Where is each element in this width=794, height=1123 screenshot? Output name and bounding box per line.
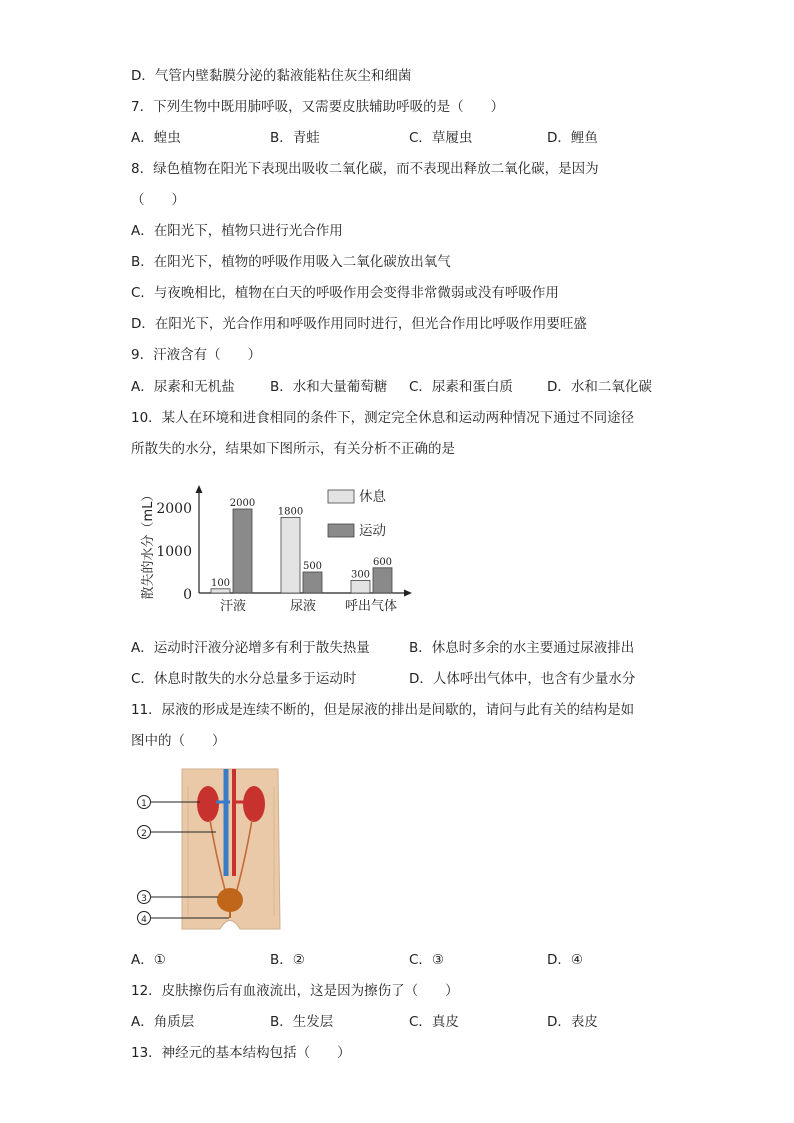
bar-rest-2 (351, 580, 370, 593)
left-kidney (197, 786, 219, 822)
urinary-system-figure (130, 766, 290, 934)
q12-option-c[interactable]: C．真皮 (409, 1014, 459, 1030)
data-label-rest-0: 100 (210, 577, 231, 589)
q8-option-c[interactable]: C．与夜晚相比，植物在白天的呼吸作用会变得非常微弱或没有呼吸作用 (131, 285, 559, 301)
q7-option-b[interactable]: B．青蛙 (270, 130, 320, 146)
question-8-bracket: （ ） (131, 192, 185, 208)
marker-1: 1 (141, 799, 147, 809)
q8-option-b[interactable]: B．在阳光下，植物的呼吸作用吸入二氧化碳放出氧气 (131, 254, 451, 270)
q11-option-a[interactable]: A．① (131, 952, 166, 968)
q12-option-b[interactable]: B．生发层 (270, 1014, 334, 1030)
question-13: 13．神经元的基本结构包括（ ） (131, 1045, 351, 1061)
legend-swatch-exercise (328, 524, 354, 537)
q7-option-c[interactable]: C．草履虫 (409, 130, 473, 146)
q10-option-b[interactable]: B．休息时多余的水主要通过尿液排出 (409, 640, 635, 656)
q8-option-a[interactable]: A．在阳光下，植物只进行光合作用 (131, 223, 343, 239)
q9-option-b[interactable]: B．水和大量葡萄糖 (270, 379, 388, 395)
chart-ylabel: 散失的水分（mL） (141, 488, 156, 600)
q6-option-d: D．气管内壁黏膜分泌的黏液能粘住灰尘和细菌 (131, 68, 412, 84)
marker-4: 4 (141, 915, 147, 925)
ytick-0: 0 (183, 587, 192, 603)
q9-option-d[interactable]: D．水和二氧化碳 (547, 379, 652, 395)
question-11: 11．尿液的形成是连续不断的，但是尿液的排出是间歇的，请问与此有关的结构是如 (131, 702, 635, 718)
question-10: 10．某人在环境和进食相同的条件下，测定完全休息和运动两种情况下通过不同途径 (131, 410, 635, 426)
category-label-sweat: 汗液 (219, 599, 247, 614)
marker-2: 2 (141, 829, 147, 839)
question-9: 9．汗液含有（ ） (131, 347, 262, 363)
legend-swatch-rest (328, 490, 354, 503)
q8-option-d[interactable]: D．在阳光下，光合作用和呼吸作用同时进行，但光合作用比呼吸作用要旺盛 (131, 316, 587, 332)
q11-option-d[interactable]: D．④ (547, 952, 583, 968)
data-label-exercise-1: 500 (302, 561, 323, 572)
q9-option-a[interactable]: A．尿素和无机盐 (131, 379, 235, 395)
q10-option-a[interactable]: A．运动时汗液分泌增多有利于散失热量 (131, 640, 370, 656)
data-label-exercise-0: 2000 (229, 498, 256, 509)
q10-option-d[interactable]: D．人体呼出气体中，也含有少量水分 (409, 671, 636, 687)
legend-label-exercise: 运动 (359, 523, 386, 539)
q7-option-d[interactable]: D．鲤鱼 (547, 130, 598, 146)
water-loss-bar-chart (135, 478, 425, 618)
question-7: 7．下列生物中既用肺呼吸，又需要皮肤辅助呼吸的是（ ） (131, 99, 505, 115)
data-label-rest-1: 1800 (277, 506, 304, 518)
data-label-exercise-2: 600 (372, 556, 393, 568)
bladder (217, 888, 243, 912)
data-label-rest-2: 300 (350, 569, 371, 581)
right-kidney (243, 786, 265, 822)
q10-option-c[interactable]: C．休息时散失的水分总量多于运动时 (131, 671, 357, 687)
marker-3: 3 (141, 894, 147, 904)
ytick-1000: 1000 (156, 544, 192, 560)
bar-exercise-2 (373, 568, 392, 593)
question-8: 8．绿色植物在阳光下表现出吸收二氧化碳，而不表现出释放二氧化碳，是因为 (131, 161, 599, 177)
q12-option-a[interactable]: A．角质层 (131, 1014, 195, 1030)
bar-rest-0 (211, 589, 230, 593)
category-label-urine: 尿液 (289, 599, 317, 614)
question-11-cont: 图中的（ ） (131, 733, 226, 749)
ytick-2000: 2000 (156, 501, 192, 517)
question-10-cont: 所散失的水分，结果如下图所示，有关分析不正确的是 (131, 441, 455, 457)
q9-option-c[interactable]: C．尿素和蛋白质 (409, 379, 513, 395)
q12-option-d[interactable]: D．表皮 (547, 1014, 598, 1030)
q11-option-b[interactable]: B．② (270, 952, 305, 968)
bar-exercise-0 (233, 509, 252, 593)
question-12: 12．皮肤擦伤后有血液流出，这是因为擦伤了（ ） (131, 983, 459, 999)
q7-option-a[interactable]: A．蝗虫 (131, 130, 181, 146)
q11-option-c[interactable]: C．③ (409, 952, 445, 968)
legend-label-rest: 休息 (359, 489, 386, 505)
bar-exercise-1 (303, 572, 322, 593)
bar-rest-1 (281, 517, 300, 593)
category-label-breath: 呼出气体 (344, 599, 398, 614)
